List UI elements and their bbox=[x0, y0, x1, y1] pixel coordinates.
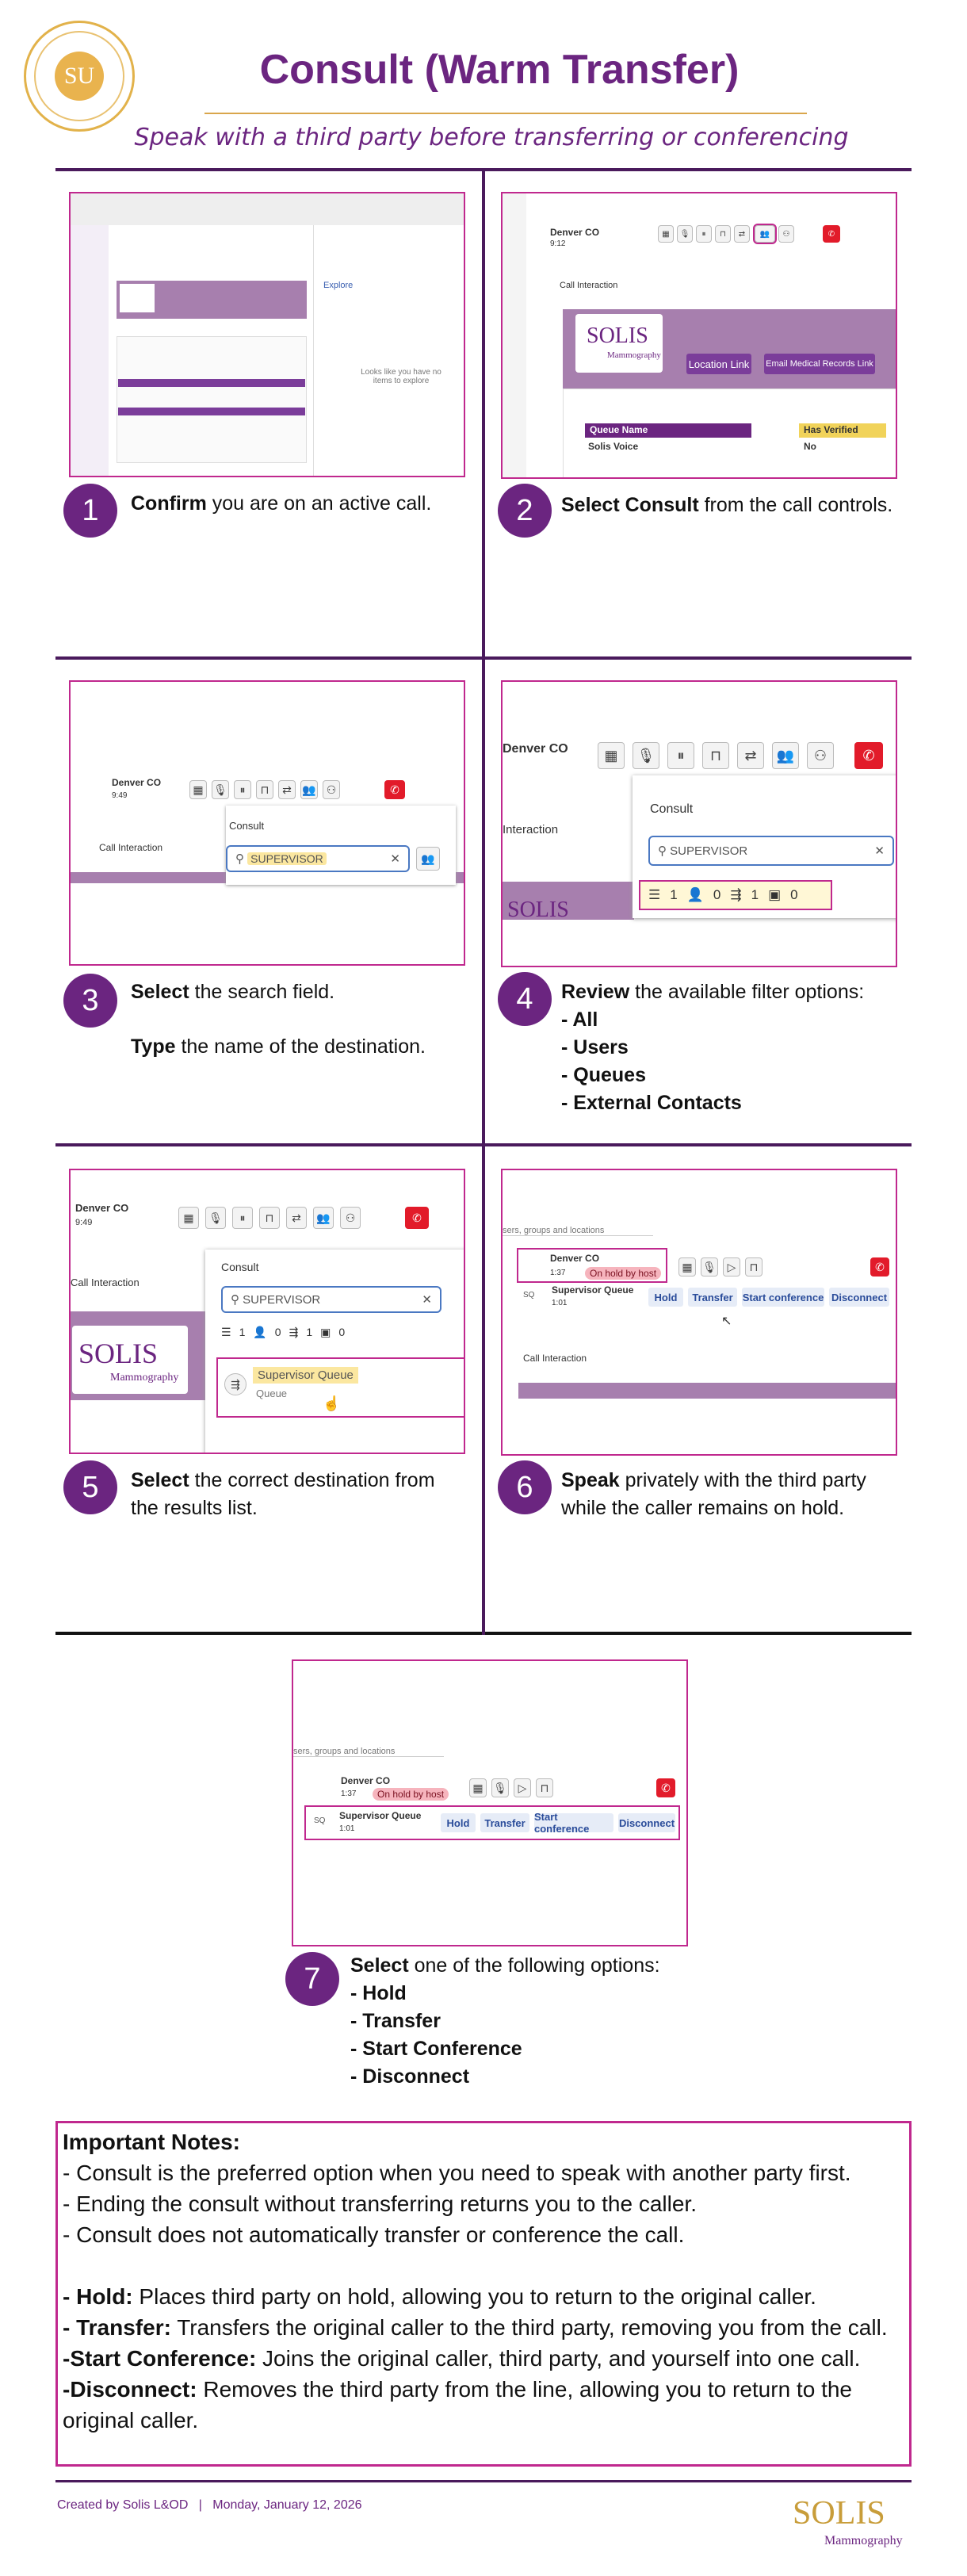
filter-all-icon[interactable]: ☰ bbox=[648, 887, 661, 902]
mute-button[interactable]: 🎙 bbox=[701, 1257, 718, 1277]
option-disconnect: - Disconnect bbox=[350, 2065, 470, 2088]
mute-button[interactable]: 🎙 bbox=[212, 780, 229, 799]
step-number-badge: 6 bbox=[498, 1460, 552, 1514]
transfer-button[interactable]: ⇄ bbox=[278, 780, 296, 799]
mute-button[interactable]: 🎙 bbox=[677, 225, 693, 243]
clear-search-icon[interactable]: ✕ bbox=[874, 844, 885, 858]
consult-search-input[interactable] bbox=[226, 845, 410, 872]
step6-screenshot bbox=[501, 1169, 897, 1456]
conference-button[interactable]: ⚇ bbox=[340, 1207, 361, 1229]
transfer-button[interactable]: ⇄ bbox=[286, 1207, 307, 1229]
result-type: Queue bbox=[256, 1388, 288, 1399]
secure-button[interactable]: ⊓ bbox=[259, 1207, 280, 1229]
filter-options-bar bbox=[639, 880, 832, 910]
step1-brand-card bbox=[120, 284, 155, 312]
filter-external-icon[interactable]: ▣ bbox=[320, 1326, 331, 1338]
step4-instruction: Review the available filter options: - All - Users - Queues - External Contacts bbox=[561, 978, 910, 1117]
note-bullet: - Consult does not automatically transfer or conference the call. bbox=[63, 2222, 685, 2247]
step2-screenshot bbox=[501, 192, 897, 479]
hold-button[interactable]: ⏸ bbox=[667, 742, 694, 769]
explore-pane bbox=[313, 225, 465, 477]
secure-button[interactable]: ⊓ bbox=[745, 1257, 763, 1277]
footer-solis-logo bbox=[785, 2494, 912, 2558]
notes-heading: Important Notes: bbox=[63, 2130, 240, 2154]
conference-button[interactable]: ⚇ bbox=[807, 742, 834, 769]
step1-table-header bbox=[118, 379, 305, 387]
dialpad-button[interactable]: ▦ bbox=[469, 1778, 487, 1797]
option-start-conference: - Start Conference bbox=[350, 2038, 522, 2060]
organization-seal-logo bbox=[24, 21, 135, 132]
secure-button[interactable]: ⊓ bbox=[256, 780, 273, 799]
consult-button[interactable]: 👥 bbox=[313, 1207, 334, 1229]
secure-button[interactable]: ⊓ bbox=[715, 225, 731, 243]
queue-avatar: SQ bbox=[523, 1291, 535, 1299]
title-underline bbox=[204, 113, 807, 114]
option-queues: - Queues bbox=[561, 1064, 646, 1086]
divider-footer bbox=[55, 2480, 912, 2482]
note-definition-disconnect: -Disconnect: Removes the third party from the line, allowing you to return to the original caller. bbox=[63, 2377, 852, 2432]
search-result-row[interactable] bbox=[216, 1357, 465, 1418]
divider-vertical bbox=[482, 168, 485, 1635]
secure-button[interactable]: ⊓ bbox=[702, 742, 729, 769]
consult-popover bbox=[226, 806, 456, 885]
step3-line-2: Type the name of the destination. bbox=[131, 1035, 426, 1058]
browser-toolbar bbox=[71, 193, 464, 225]
transfer-button[interactable]: ⇄ bbox=[737, 742, 764, 769]
hold-button[interactable]: ⏸ bbox=[232, 1207, 253, 1229]
step3-line-1: Select the search field. bbox=[131, 981, 335, 1003]
footer-separator: | bbox=[198, 2498, 202, 2512]
consult-hold-button[interactable]: Hold bbox=[441, 1813, 476, 1832]
end-call-button[interactable]: ✆ bbox=[405, 1207, 429, 1229]
consult-start-conference-button[interactable]: Start conference bbox=[534, 1813, 613, 1832]
step7-screenshot bbox=[292, 1659, 688, 1946]
step-number-badge: 1 bbox=[63, 484, 117, 538]
brand-subtitle: Mammography bbox=[607, 350, 661, 360]
filter-users-icon[interactable]: 👤 bbox=[686, 887, 704, 902]
mute-button[interactable]: 🎙 bbox=[491, 1778, 509, 1797]
note-definition-hold: - Hold: Places third party on hold, allowing you to return to the original caller. bbox=[63, 2284, 816, 2309]
filter-external-icon[interactable]: ▣ bbox=[768, 887, 782, 902]
queue-name: Supervisor Queue bbox=[552, 1284, 634, 1296]
queue-name: Supervisor Queue bbox=[339, 1810, 422, 1821]
footer-credit: Created by Solis L&OD bbox=[57, 2498, 189, 2512]
important-notes-box bbox=[55, 2121, 912, 2467]
step-number-badge: 3 bbox=[63, 974, 117, 1028]
step2-instruction: Select Consult from the call controls. bbox=[561, 494, 893, 516]
filter-all-count: 1 bbox=[670, 887, 678, 902]
dialpad-button[interactable]: ▦ bbox=[189, 780, 207, 799]
mouse-pointer-icon: ☝ bbox=[323, 1395, 341, 1411]
consult-button[interactable]: 👥 bbox=[300, 780, 318, 799]
call-timer: 9:12 bbox=[550, 239, 566, 248]
brand-wordmark-partial: SOLIS bbox=[507, 898, 569, 922]
interaction-label: Interaction bbox=[503, 823, 559, 836]
option-transfer: - Transfer bbox=[350, 2010, 441, 2032]
consult-transfer-button[interactable]: Transfer bbox=[480, 1813, 529, 1832]
call-interaction-label: Call Interaction bbox=[99, 842, 163, 853]
call-interaction-label: Call Interaction bbox=[560, 281, 618, 290]
consult-search-input[interactable]: ⚲ SUPERVISOR ✕ bbox=[648, 836, 894, 866]
left-rail bbox=[503, 193, 526, 479]
consult-search-input[interactable]: ⚲ SUPERVISOR ✕ bbox=[221, 1286, 441, 1313]
step-number-badge: 4 bbox=[498, 972, 552, 1026]
brand-wordmark: SOLIS bbox=[587, 323, 648, 348]
brand-wordmark: SOLIS bbox=[78, 1338, 159, 1369]
step1-screenshot bbox=[69, 192, 465, 477]
filter-queues-icon[interactable]: ⇶ bbox=[289, 1326, 299, 1338]
location-link-button[interactable]: Location Link bbox=[686, 354, 751, 374]
consult-disconnect-button[interactable]: Disconnect bbox=[829, 1288, 889, 1307]
result-name: Supervisor Queue bbox=[253, 1367, 358, 1384]
end-call-button[interactable]: ✆ bbox=[656, 1778, 675, 1797]
step6-instruction: Speak privately with the third party while the caller remains on hold. bbox=[561, 1469, 866, 1519]
email-records-button[interactable]: Email Medical Records Link bbox=[764, 354, 875, 374]
search-icon: ⚲ bbox=[231, 1293, 243, 1307]
brand-subtitle: Mammography bbox=[110, 1372, 179, 1384]
filter-users-icon[interactable]: 👤 bbox=[253, 1326, 267, 1338]
filter-queues-count: 1 bbox=[751, 887, 759, 902]
dialpad-button[interactable]: ▦ bbox=[658, 225, 674, 243]
consult-action-bar bbox=[304, 1805, 680, 1840]
queue-name-header-bar: Queue Name bbox=[585, 423, 751, 438]
step6-banner bbox=[518, 1383, 897, 1399]
conference-button[interactable]: ⚇ bbox=[323, 780, 340, 799]
dialpad-button[interactable]: ▦ bbox=[178, 1207, 199, 1229]
clear-search-icon[interactable]: ✕ bbox=[390, 852, 400, 866]
consult-directory-button[interactable]: 👥 bbox=[416, 847, 440, 871]
call-location: Denver CO bbox=[341, 1775, 391, 1786]
call-location: Denver CO bbox=[550, 227, 600, 238]
dialpad-button[interactable]: ▦ bbox=[678, 1257, 696, 1277]
transfer-button[interactable]: ⇄ bbox=[734, 225, 750, 243]
consult-hold-button[interactable]: Hold bbox=[648, 1288, 683, 1307]
call-location: Denver CO bbox=[112, 777, 162, 788]
footer-logo-subtitle: Mammography bbox=[824, 2534, 903, 2547]
note-bullet: - Ending the consult without transferring returns you to the caller. bbox=[63, 2191, 697, 2216]
step5-brand-card bbox=[72, 1326, 188, 1394]
consult-popover-title: Consult bbox=[229, 820, 265, 832]
queue-name-value: Solis Voice bbox=[588, 441, 639, 452]
end-call-button[interactable]: ✆ bbox=[854, 742, 883, 769]
search-icon: ⚲ bbox=[235, 852, 248, 866]
filter-options-bar: ☰ 1 👤 0 ⇶ 1 ▣ 0 bbox=[221, 1326, 346, 1338]
conference-button[interactable]: ⚇ bbox=[778, 225, 794, 243]
page-title: Consult (Warm Transfer) bbox=[259, 47, 740, 93]
mouse-pointer-icon: ↖ bbox=[721, 1315, 732, 1328]
mute-button[interactable]: 🎙 bbox=[633, 742, 659, 769]
left-rail bbox=[71, 225, 109, 477]
end-call-button[interactable]: ✆ bbox=[823, 225, 840, 243]
notes-spacer bbox=[63, 2250, 904, 2281]
consult-disconnect-button[interactable]: Disconnect bbox=[618, 1813, 675, 1832]
step-number-badge: 2 bbox=[498, 484, 552, 538]
call-interaction-label: Call Interaction bbox=[71, 1277, 140, 1288]
page-subtitle: Speak with a third party before transferring or conferencing bbox=[134, 124, 849, 151]
has-verified-value: No bbox=[804, 441, 816, 452]
call-timer: 1:37 bbox=[550, 1269, 566, 1277]
footer-logo-wordmark: SOLIS bbox=[793, 2495, 885, 2532]
note-bullet: - Consult is the preferred option when you need to speak with another party first. bbox=[63, 2161, 851, 2185]
on-hold-badge: On hold by host bbox=[585, 1267, 661, 1280]
note-definition-conference: -Start Conference: Joins the original caller, third party, and yourself into one call. bbox=[63, 2346, 861, 2371]
hold-button[interactable]: ⏸ bbox=[234, 780, 251, 799]
queue-timer: 1:01 bbox=[552, 1299, 568, 1307]
note-definition-transfer: - Transfer: Transfers the original caller to the third party, removing you from the call. bbox=[63, 2315, 888, 2340]
consult-popover-title: Consult bbox=[650, 802, 694, 816]
end-call-button[interactable]: ✆ bbox=[384, 780, 405, 799]
option-users: - Users bbox=[561, 1036, 629, 1058]
call-timer: 1:37 bbox=[341, 1789, 357, 1798]
play-button[interactable]: ▷ bbox=[723, 1257, 740, 1277]
footer-credit-line bbox=[57, 2498, 362, 2513]
consult-button[interactable]: 👥 bbox=[755, 225, 775, 243]
call-timer: 9:49 bbox=[112, 791, 128, 800]
play-button[interactable]: ▷ bbox=[514, 1778, 531, 1797]
queue-avatar: SQ bbox=[314, 1816, 326, 1825]
option-all: - All bbox=[561, 1009, 598, 1031]
step3-instruction bbox=[131, 978, 464, 1061]
step1-table-header-2 bbox=[118, 408, 305, 415]
has-verified-header-bar: Has Verified bbox=[799, 423, 886, 438]
step5-instruction: Select the correct destination from the results list. bbox=[131, 1469, 435, 1519]
filter-all-icon[interactable]: ☰ bbox=[221, 1326, 231, 1338]
search-value-chip: SUPERVISOR bbox=[247, 852, 327, 865]
mute-button[interactable]: 🎙 bbox=[205, 1207, 226, 1229]
step5-screenshot bbox=[69, 1169, 465, 1454]
explore-empty-text: Looks like you have no items to explore bbox=[361, 368, 441, 385]
filter-queues-icon[interactable]: ⇶ bbox=[730, 887, 742, 902]
secure-button[interactable]: ⊓ bbox=[536, 1778, 553, 1797]
consult-popover bbox=[205, 1250, 465, 1454]
consult-button[interactable]: 👥 bbox=[772, 742, 799, 769]
queue-icon: ⇶ bbox=[224, 1373, 247, 1395]
option-external-contacts: - External Contacts bbox=[561, 1092, 742, 1114]
step1-script-panel bbox=[117, 336, 307, 463]
call-location: Denver CO bbox=[550, 1253, 600, 1264]
step4-screenshot bbox=[501, 680, 897, 967]
seal-monogram: SU bbox=[55, 52, 104, 101]
call-location: Denver CO bbox=[75, 1202, 129, 1214]
filter-external-count: 0 bbox=[790, 887, 798, 902]
step-number-badge: 5 bbox=[63, 1460, 117, 1514]
step3-screenshot bbox=[69, 680, 465, 966]
filter-users-count: 0 bbox=[713, 887, 721, 902]
consult-popover-title: Consult bbox=[221, 1261, 259, 1273]
search-hint-text: sers, groups and locations bbox=[293, 1747, 444, 1757]
consult-start-conference-button[interactable]: Start conference bbox=[742, 1288, 824, 1307]
call-interaction-label: Call Interaction bbox=[523, 1353, 587, 1364]
on-hold-call-card bbox=[517, 1248, 667, 1283]
search-hint-text: sers, groups and locations bbox=[503, 1226, 653, 1236]
step-number-badge: 7 bbox=[285, 1952, 339, 2006]
dialpad-button[interactable]: ▦ bbox=[598, 742, 625, 769]
step1-instruction: Confirm you are on an active call. bbox=[131, 492, 432, 515]
step7-instruction: Select one of the following options: - Hold - Transfer - Start Conference - Disconnect bbox=[350, 1952, 731, 2091]
call-timer: 9:49 bbox=[75, 1218, 93, 1227]
call-location: Denver CO bbox=[503, 742, 568, 756]
explore-pane-title: Explore bbox=[323, 281, 354, 290]
clear-search-icon[interactable]: ✕ bbox=[422, 1293, 432, 1307]
end-call-button[interactable]: ✆ bbox=[870, 1257, 889, 1277]
consult-transfer-button[interactable]: Transfer bbox=[688, 1288, 737, 1307]
option-hold: - Hold bbox=[350, 1982, 407, 2004]
hold-button[interactable]: ⏸ bbox=[696, 225, 712, 243]
on-hold-badge: On hold by host bbox=[373, 1788, 449, 1801]
search-icon: ⚲ bbox=[658, 844, 671, 858]
queue-timer: 1:01 bbox=[339, 1824, 355, 1833]
footer-date: Monday, January 12, 2026 bbox=[212, 2498, 362, 2512]
step2-brand-card bbox=[575, 314, 663, 373]
